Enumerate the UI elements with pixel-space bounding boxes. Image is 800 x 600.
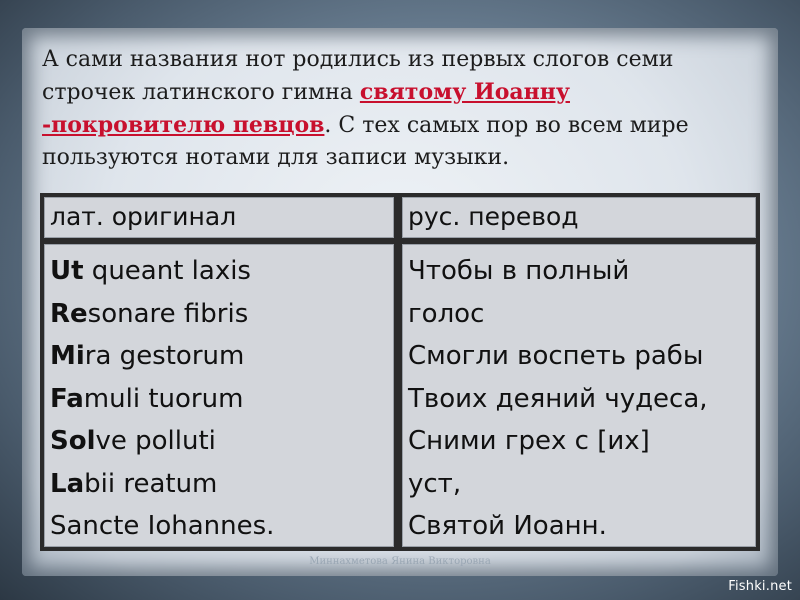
- latin-line: [50, 505, 274, 548]
- line-rest: ra gestorum: [84, 341, 245, 371]
- highlight-patron-singers: -покровителю певцов: [42, 112, 325, 138]
- latin-line: [50, 420, 274, 463]
- russian-line: Сними грех с [их]: [408, 426, 650, 456]
- paragraph-text-end: . С тех самых пор во всем мире пользуются нотами для записи музыки.: [42, 113, 689, 170]
- syllable: Re: [50, 298, 88, 329]
- syllable: Ut: [50, 256, 84, 286]
- paragraph-text-start: А сами названия нот родились из первых слогов семи строчек латинского гимна: [42, 47, 674, 105]
- line-rest: muli tuorum: [83, 383, 244, 414]
- line-rest: ve polluti: [95, 426, 216, 456]
- latin-cell: [44, 244, 394, 547]
- highlight-saint-john: святому Иоанну: [359, 79, 570, 105]
- latin-line: [50, 293, 274, 336]
- syllable: Sol: [50, 426, 96, 456]
- syllable: Fa: [50, 383, 84, 414]
- russian-line: Святой Иоанн.: [408, 511, 607, 541]
- russian-line: уст,: [408, 468, 462, 499]
- header-cell-latin: [44, 197, 394, 238]
- russian-lines: [408, 250, 708, 548]
- line-rest: Sancte Iohannes.: [50, 511, 275, 541]
- line-rest: sonare fibris: [87, 298, 249, 329]
- header-latin: лат. оригинал: [50, 202, 237, 231]
- latin-line: [50, 378, 274, 421]
- latin-line: [50, 335, 274, 378]
- syllable: Mi: [50, 341, 85, 371]
- latin-line: [50, 250, 274, 293]
- russian-line: Чтобы в полный: [408, 256, 630, 286]
- latin-lines: [50, 250, 274, 548]
- syllable: La: [50, 468, 85, 499]
- watermark: Fishki.net: [728, 579, 792, 594]
- line-rest: queant laxis: [83, 256, 251, 286]
- line-rest: bii reatum: [84, 468, 218, 499]
- russian-line: голос: [408, 298, 485, 329]
- hymn-table: [40, 193, 760, 551]
- latin-line: [50, 463, 274, 506]
- russian-line: Твоих деяний чудеса,: [408, 383, 708, 414]
- russian-line: Смогли воспеть рабы: [408, 341, 704, 371]
- intro-paragraph: [42, 44, 742, 174]
- russian-cell: [402, 244, 756, 547]
- header-russian: рус. перевод: [408, 202, 579, 231]
- header-cell-russian: [402, 197, 756, 238]
- author-credit: Миннахметова Янина Викторовна: [309, 556, 491, 567]
